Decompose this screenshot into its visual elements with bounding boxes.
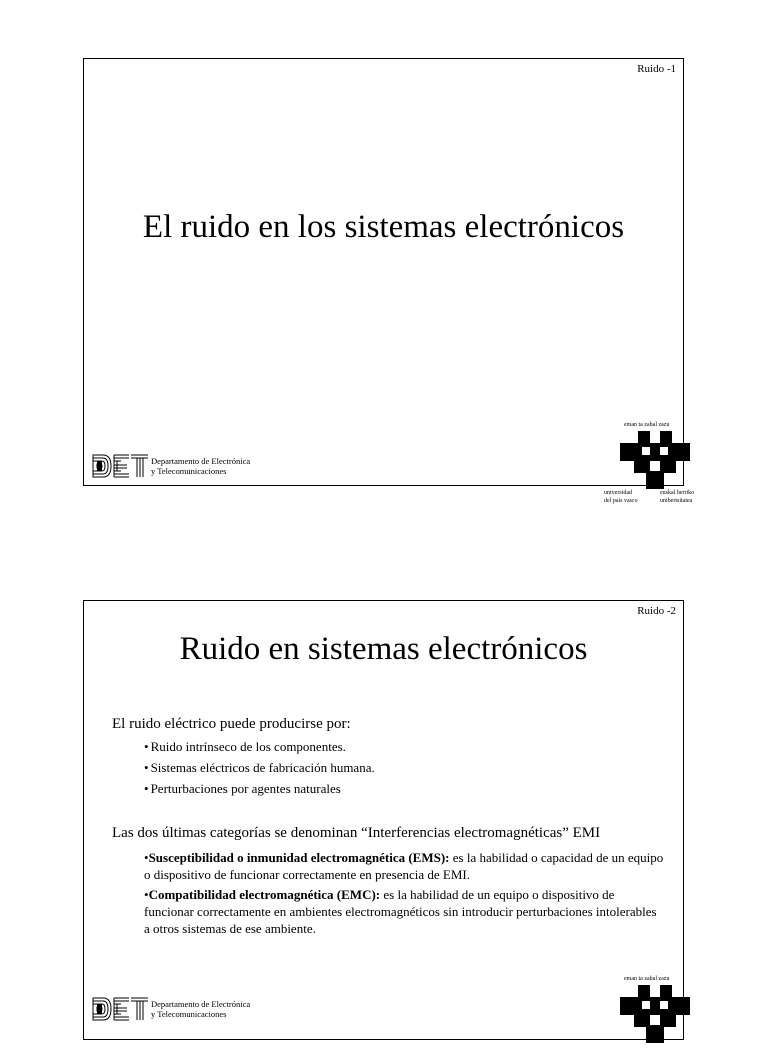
- ehu-emblem-icon: [620, 985, 690, 1043]
- dept-line-1: Departamento de Electrónica: [151, 999, 251, 1009]
- university-logo: [600, 422, 710, 502]
- university-name-eu: [660, 489, 694, 505]
- det-logo-icon: [91, 453, 149, 479]
- definition-term: Susceptibilidad o inmunidad electromagnética (EMS):: [148, 850, 450, 865]
- definition-text: es la habilidad de un equipo o dispositivo de funcionar correctamente en ambientes electromagnéticos sin introducir perturbaciones intolerables a otros sistemas de ese ambiente.: [144, 887, 657, 936]
- definition-term: Compatibilidad electromagnética (EMC):: [148, 887, 381, 902]
- university-motto: eman ta zabal zazu: [624, 422, 670, 428]
- university-motto: eman ta zabal zazu: [624, 976, 670, 982]
- dept-line-1: Departamento de Electrónica: [151, 456, 251, 466]
- ehu-left-line-1: universidad: [604, 490, 632, 496]
- definition-item: [144, 849, 664, 883]
- slide-1: [83, 58, 684, 486]
- department-name: [151, 456, 250, 476]
- definition-item: [144, 886, 664, 937]
- university-name-es: [604, 489, 638, 505]
- university-logo: [600, 976, 710, 1056]
- slide-2: [83, 600, 684, 1040]
- ehu-emblem-icon: [620, 431, 690, 489]
- department-logo: [91, 996, 250, 1022]
- slide-title: Ruido en sistemas electrónicos: [179, 631, 588, 667]
- ehu-right-line-2: unibertsitatea: [660, 498, 693, 504]
- definition-list: [144, 849, 664, 940]
- dept-line-2: y Telecomunicaciones: [151, 466, 227, 476]
- categories-text: Las dos últimas categorías se denominan “Interferencias electromagnéticas” EMI: [112, 825, 601, 841]
- list-item: • Sistemas eléctricos de fabricación humana.: [144, 757, 375, 778]
- definition-text: es la habilidad o capacidad de un equipo o dispositivo de funcionar correctamente en presencia de EMI.: [144, 850, 664, 882]
- cause-list: [144, 736, 375, 799]
- intro-text: El ruido eléctrico puede producirse por:: [112, 716, 351, 732]
- ehu-left-line-2: del país vasco: [604, 498, 638, 504]
- slide-title: El ruido en los sistemas electrónicos: [142, 209, 625, 245]
- dept-line-2: y Telecomunicaciones: [151, 1009, 227, 1019]
- list-item: • Perturbaciones por agentes naturales: [144, 778, 375, 799]
- ehu-right-line-1: euskal herriko: [660, 490, 695, 496]
- slide-number: Ruido -2: [637, 605, 676, 617]
- department-logo: [91, 453, 250, 479]
- slide-number: Ruido -1: [637, 63, 676, 75]
- department-name: [151, 999, 250, 1019]
- list-item: • Ruido intrínseco de los componentes.: [144, 736, 375, 757]
- det-logo-icon: [91, 996, 149, 1022]
